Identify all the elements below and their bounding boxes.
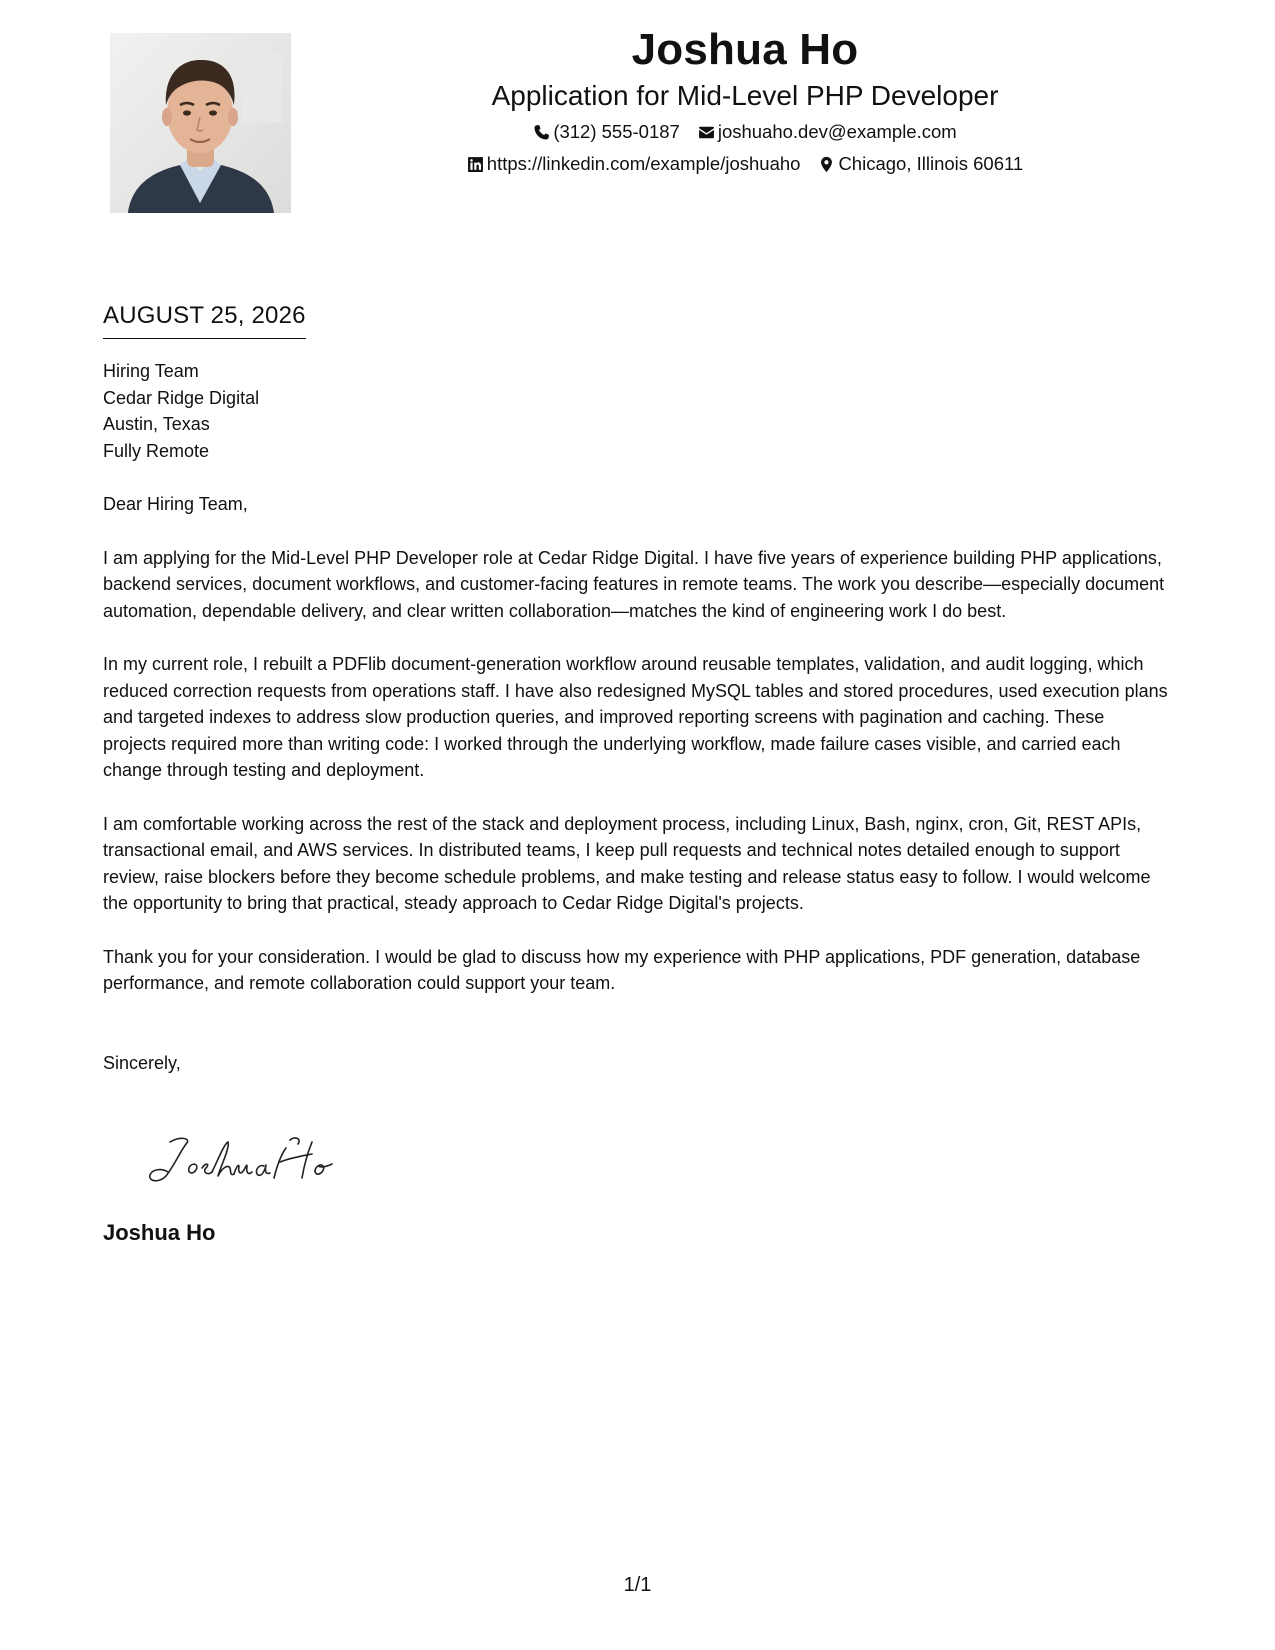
- handwritten-signature: [140, 1130, 340, 1190]
- paragraph: I am applying for the Mid-Level PHP Developer role at Cedar Ridge Digital. I have five years of experience building PHP applications, backend services, document workflows, and customer-facing features in remote teams. The work you describe—especially document automation, dependable delivery, and clear written collaboration—matches the kind of engineering work I do best.: [103, 547, 1165, 621]
- date-block: [103, 300, 306, 339]
- page-number: 1/1: [623, 1574, 652, 1596]
- profile-photo: [110, 33, 291, 213]
- linkedin-contact[interactable]: [467, 152, 801, 176]
- salutation: Dear Hiring Team,: [103, 494, 248, 514]
- application-title: Application for Mid-Level PHP Developer: [491, 80, 999, 111]
- letter-date: AUGUST 25, 2026: [103, 300, 306, 339]
- signed-name: Joshua Ho: [103, 1220, 216, 1245]
- closing: Sincerely,: [103, 1052, 181, 1073]
- phone-icon: [533, 124, 550, 141]
- phone-text: (312) 555-0187: [553, 121, 680, 142]
- paragraph: In my current role, I rebuilt a PDFlib document-generation workflow around reusable templates, validation, and audit logging, which reduced correction requests from operations staff. I have also redesigned MySQL tables and stored procedures, used execution plans and targeted indexes to address slow production queries, and improved reporting screens with pagination and caching. These projects required more than writing code: I worked through the underlying workflow, made failure cases visible, and carried each change through testing and deployment.: [103, 654, 1168, 780]
- recipient-line: Fully Remote: [103, 440, 210, 461]
- letter-body: [103, 358, 1168, 1076]
- email-contact[interactable]: [698, 120, 957, 144]
- recipient-line: Hiring Team: [103, 361, 199, 381]
- applicant-name: Joshua Ho: [631, 25, 859, 74]
- linkedin-text[interactable]: https://linkedin.com/example/joshuaho: [486, 153, 801, 174]
- phone-contact: [533, 120, 680, 144]
- paragraph: Thank you for your consideration. I would be glad to discuss how my experience with PHP applications, PDF generation, database performance, and remote collaboration could support your team.: [103, 946, 1141, 993]
- paragraph: I am comfortable working across the rest of the stack and deployment process, including Linux, Bash, nginx, cron, Git, REST APIs, transactional email, and AWS services. In distributed teams, I keep pull requests and technical notes detailed enough to support review, raise blockers before they become schedule problems, and make testing and release status easy to follow. I would welcome the opportunity to bring that practical, steady approach to Cedar Ridge Digital's projects.: [103, 813, 1151, 913]
- location-contact: [818, 152, 1023, 176]
- map-pin-icon: [818, 156, 835, 173]
- email-text[interactable]: joshuaho.dev@example.com: [717, 121, 957, 142]
- linkedin-icon: [467, 156, 484, 173]
- contact-row-2: [300, 152, 1190, 176]
- header: [300, 22, 1190, 176]
- recipient-line: Cedar Ridge Digital: [103, 387, 260, 408]
- envelope-icon: [698, 124, 715, 141]
- recipient-line: Austin, Texas: [103, 414, 210, 434]
- recipient-address: [103, 358, 1168, 464]
- location-text: Chicago, Illinois 60611: [838, 153, 1024, 174]
- contact-row-1: [300, 120, 1190, 144]
